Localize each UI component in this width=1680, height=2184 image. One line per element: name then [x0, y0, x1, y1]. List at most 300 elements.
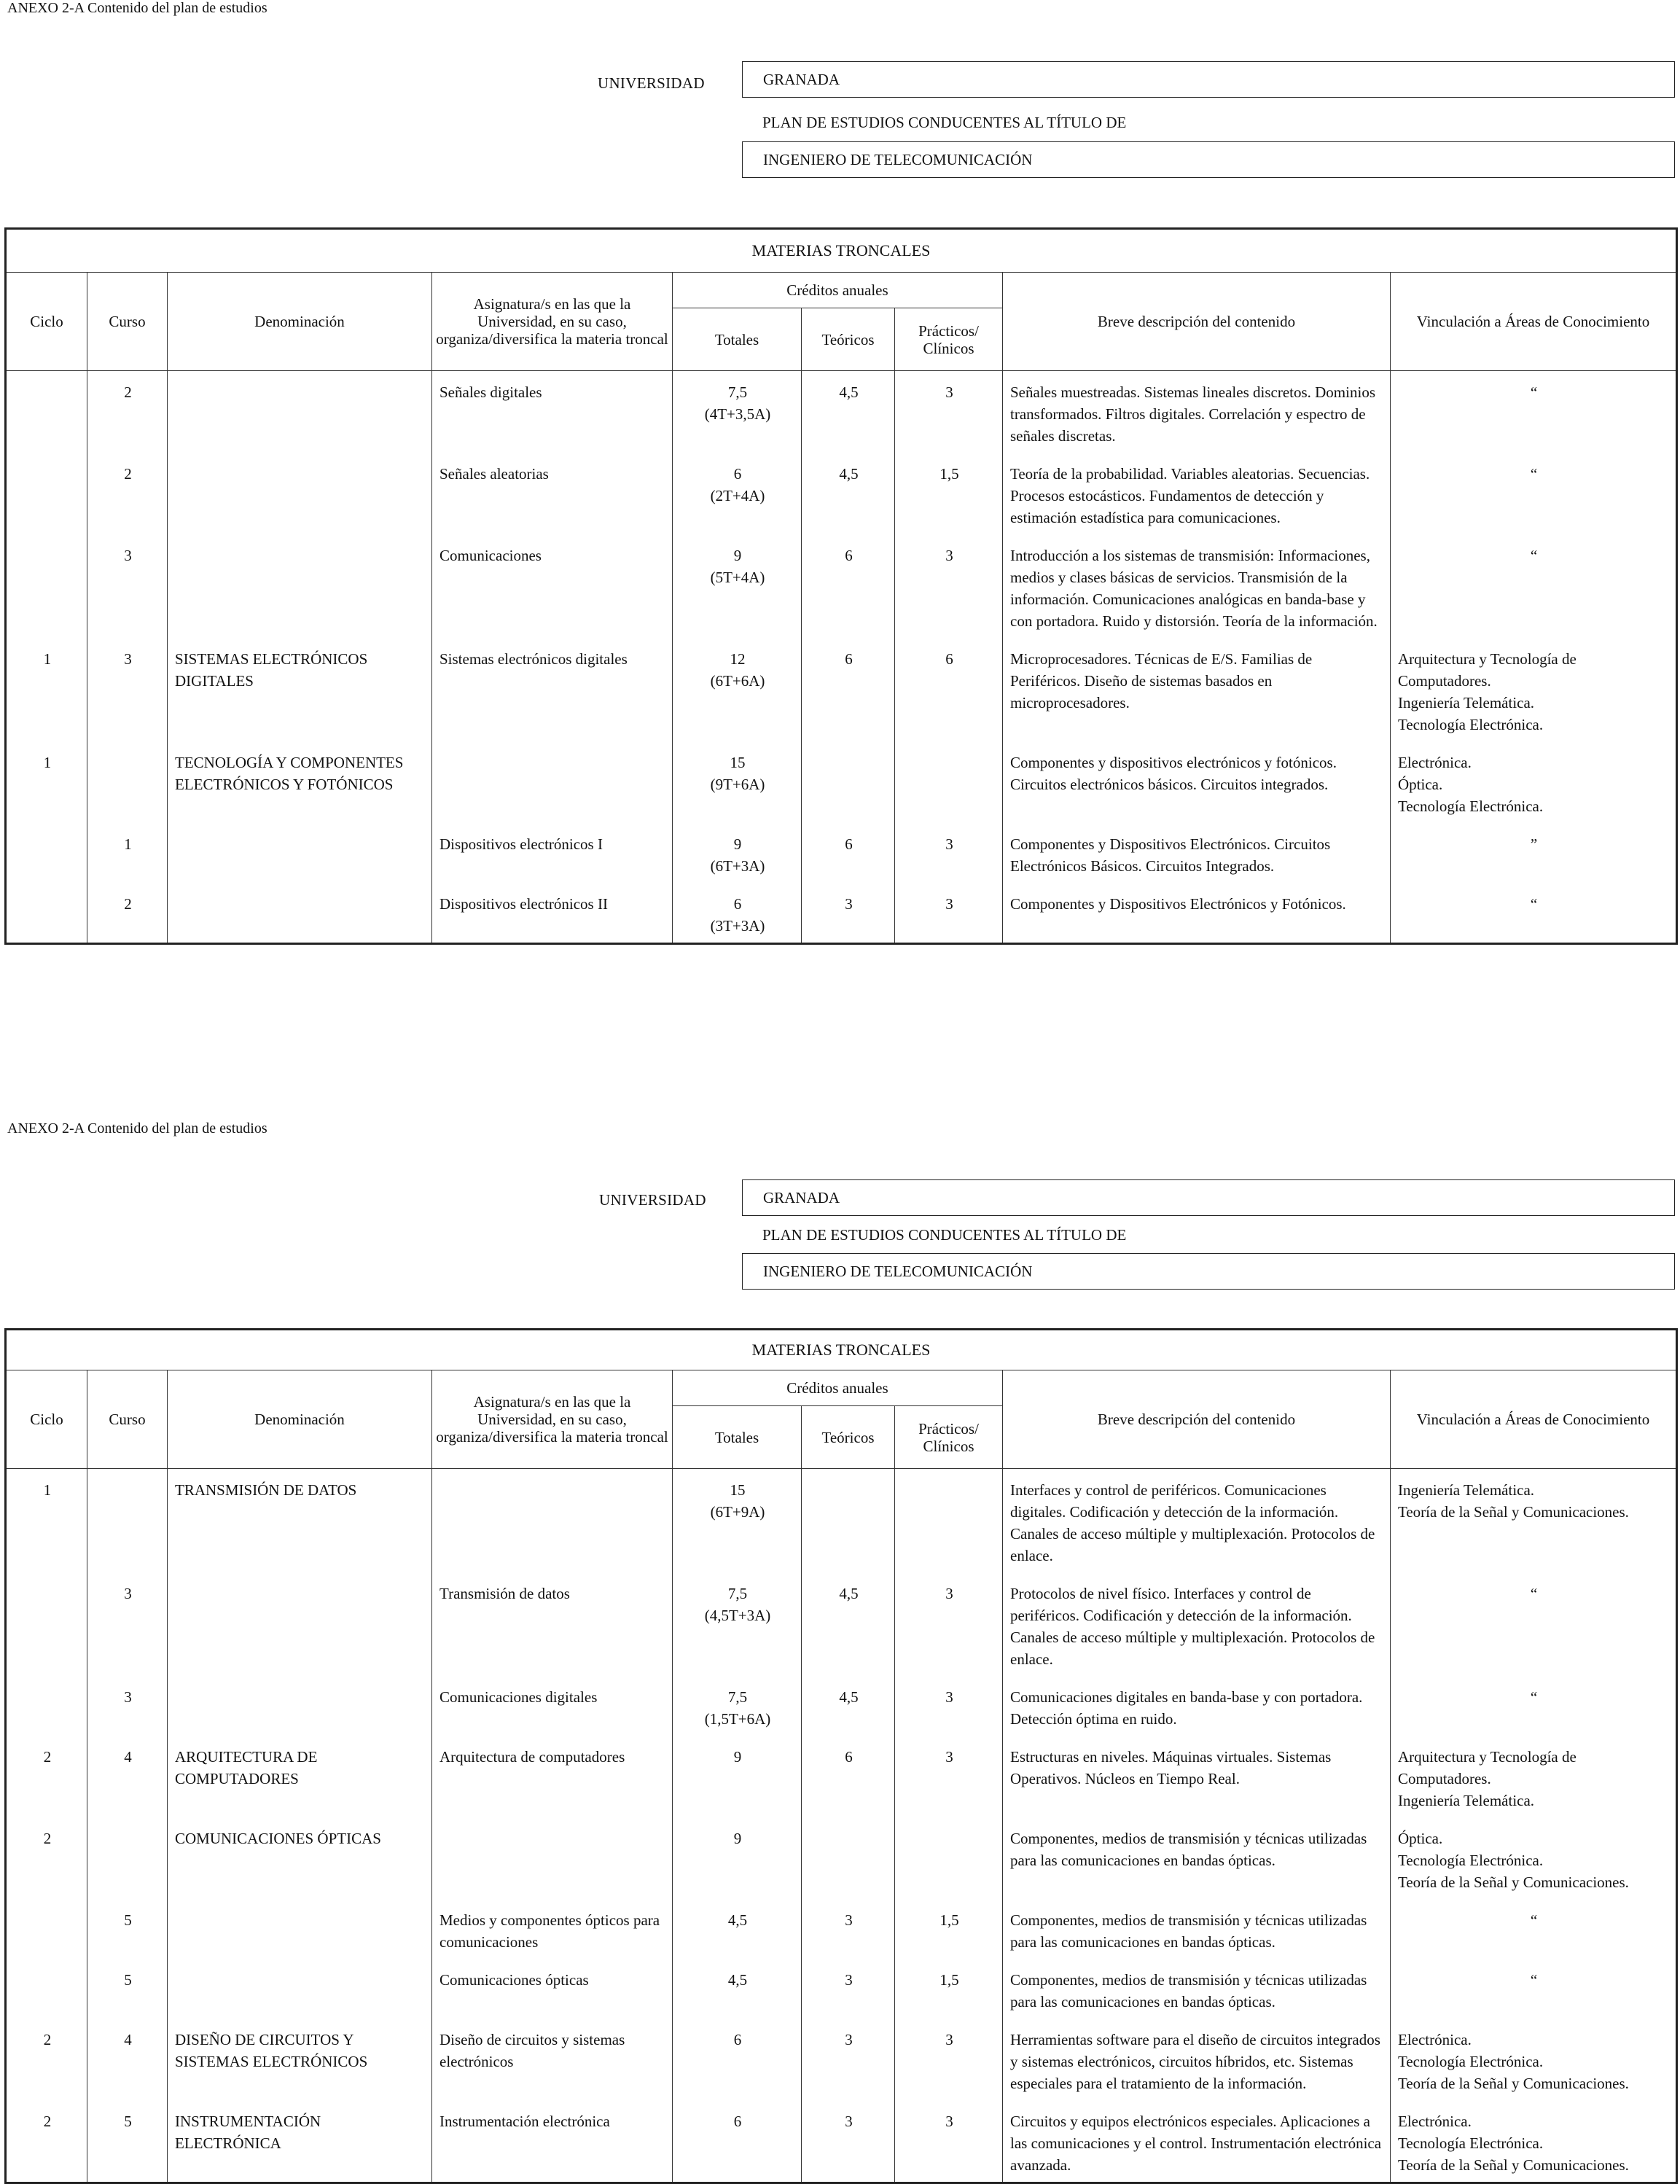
table-row — [6, 1676, 1677, 1736]
cell-teoricos-text: 4,5 — [839, 1688, 859, 1706]
cell-asignatura — [432, 1817, 673, 1899]
cell-totales-text: 9 — [733, 1748, 742, 1766]
cell-asignatura — [432, 2019, 673, 2100]
cell-totales-text: 6 (2T+4A) — [710, 465, 765, 504]
cell-totales — [673, 371, 802, 453]
cell-totales-text: 4,5 — [727, 1971, 748, 1989]
cell-descripcion — [1003, 1817, 1391, 1899]
cell-practicos — [895, 2019, 1003, 2100]
cell-totales — [673, 534, 802, 638]
table-row — [6, 534, 1677, 638]
cell-ciclo — [6, 638, 87, 741]
col-creditos: Créditos anuales — [673, 1370, 1003, 1406]
cell-denominacion-text: ARQUITECTURA DE COMPUTADORES — [175, 1748, 318, 1787]
cell-descripcion — [1003, 534, 1391, 638]
cell-practicos-text: 3 — [945, 547, 953, 564]
cell-curso-text: 3 — [124, 1688, 132, 1706]
cell-descripcion-text: Componentes, medios de transmisión y técnicas utilizadas para las comunicaciones en bandas ópticas. — [1010, 1971, 1367, 2011]
table-title: MATERIAS TRONCALES — [6, 1330, 1677, 1370]
cell-curso — [87, 1736, 168, 1817]
cell-vinculacion — [1391, 1899, 1677, 1959]
cell-ciclo-text: 1 — [43, 754, 52, 771]
cell-ciclo-text: 1 — [43, 650, 52, 668]
table-row — [6, 1572, 1677, 1676]
cell-totales — [673, 638, 802, 741]
plan-label: PLAN DE ESTUDIOS CONDUCENTES AL TÍTULO DE — [762, 114, 1127, 131]
col-practicos: Prácticos/ Clínicos — [895, 1406, 1003, 1469]
cell-practicos-text: 3 — [945, 1688, 953, 1706]
cell-asignatura — [432, 1676, 673, 1736]
cell-ciclo — [6, 1899, 87, 1959]
cell-curso-text: 3 — [124, 1585, 132, 1602]
cell-teoricos — [802, 453, 895, 534]
cell-descripcion-text: Herramientas software para el diseño de circuitos integrados y sistemas electrónicos, circuitos híbridos, etc. Sistemas especiales para el tratamiento de la información. — [1010, 2031, 1380, 2092]
cell-denominacion-text: COMUNICACIONES ÓPTICAS — [175, 1830, 381, 1847]
cell-ciclo — [6, 741, 87, 823]
cell-descripcion — [1003, 823, 1391, 883]
cell-asignatura — [432, 1736, 673, 1817]
cell-asignatura — [432, 1469, 673, 1573]
cell-vinculacion — [1391, 371, 1677, 453]
table-row — [6, 883, 1677, 944]
cell-curso — [87, 453, 168, 534]
table-row — [6, 741, 1677, 823]
cell-curso-text: 2 — [124, 895, 132, 913]
cell-totales-text: 6 (3T+3A) — [710, 895, 765, 935]
cell-totales — [673, 1676, 802, 1736]
cell-denominacion — [168, 2019, 432, 2100]
cell-teoricos — [802, 1959, 895, 2019]
cell-denominacion — [168, 1676, 432, 1736]
table-row — [6, 2019, 1677, 2100]
col-totales: Totales — [673, 308, 802, 371]
cell-curso — [87, 371, 168, 453]
col-curso: Curso — [87, 1370, 168, 1469]
cell-curso — [87, 1959, 168, 2019]
cell-vinculacion — [1391, 1676, 1677, 1736]
cell-totales-text: 7,5 (1,5T+6A) — [704, 1688, 771, 1728]
cell-practicos-text: 3 — [945, 835, 953, 853]
cell-vinculacion — [1391, 1959, 1677, 2019]
cell-curso — [87, 1817, 168, 1899]
cell-descripcion-text: Comunicaciones digitales en banda-base y con portadora. Detección óptima en ruido. — [1010, 1688, 1363, 1728]
cell-curso-text: 4 — [124, 2031, 132, 2048]
cell-teoricos-text: 3 — [845, 1971, 853, 1989]
cell-ciclo — [6, 823, 87, 883]
cell-totales — [673, 823, 802, 883]
cell-totales-text: 6 — [733, 2113, 742, 2130]
cell-curso-text: 2 — [124, 465, 132, 483]
cell-descripcion — [1003, 2100, 1391, 2183]
cell-vinculacion-text: “ — [1530, 1688, 1538, 1706]
cell-practicos — [895, 1572, 1003, 1676]
cell-descripcion — [1003, 638, 1391, 741]
cell-teoricos-text: 3 — [845, 2113, 853, 2130]
table-row — [6, 1736, 1677, 1817]
cell-vinculacion — [1391, 2100, 1677, 2183]
cell-denominacion-text: SISTEMAS ELECTRÓNICOS DIGITALES — [175, 650, 368, 690]
cell-practicos-text: 3 — [945, 383, 953, 401]
cell-teoricos — [802, 883, 895, 944]
cell-practicos — [895, 638, 1003, 741]
cell-asignatura-text: Señales aleatorias — [439, 465, 549, 483]
cell-denominacion — [168, 371, 432, 453]
cell-vinculacion-text: Arquitectura y Tecnología de Computadores. Ingeniería Telemática. — [1398, 1748, 1577, 1809]
cell-teoricos — [802, 371, 895, 453]
cell-vinculacion-text: “ — [1530, 383, 1538, 401]
cell-asignatura-text: Sistemas electrónicos digitales — [439, 650, 628, 668]
cell-totales-text: 6 — [733, 2031, 742, 2048]
cell-totales-text: 15 (9T+6A) — [710, 754, 765, 793]
cell-practicos-text: 3 — [945, 895, 953, 913]
col-vinculacion: Vinculación a Áreas de Conocimiento — [1391, 273, 1677, 371]
cell-totales-text: 9 — [733, 1830, 742, 1847]
cell-curso-text: 1 — [124, 835, 132, 853]
col-descripcion: Breve descripción del contenido — [1003, 273, 1391, 371]
cell-teoricos-text: 4,5 — [839, 383, 859, 401]
cell-descripcion — [1003, 453, 1391, 534]
cell-teoricos — [802, 638, 895, 741]
table-row — [6, 2100, 1677, 2183]
cell-descripcion-text: Circuitos y equipos electrónicos especiales. Aplicaciones a las comunicaciones y el control. Instrumentación electrónica avanzada. — [1010, 2113, 1382, 2174]
cell-curso — [87, 534, 168, 638]
cell-denominacion — [168, 1817, 432, 1899]
cell-totales-text: 9 (6T+3A) — [710, 835, 765, 875]
cell-descripcion — [1003, 2019, 1391, 2100]
cell-teoricos — [802, 1736, 895, 1817]
cell-curso-text: 4 — [124, 1748, 132, 1766]
cell-teoricos-text: 3 — [845, 895, 853, 913]
col-curso: Curso — [87, 273, 168, 371]
cell-descripcion — [1003, 1899, 1391, 1959]
cell-asignatura — [432, 2100, 673, 2183]
table-title: MATERIAS TRONCALES — [6, 229, 1677, 273]
materias-troncales-table-2 — [4, 1328, 1678, 2184]
cell-teoricos-text: 6 — [845, 835, 853, 853]
cell-practicos — [895, 741, 1003, 823]
col-practicos: Prácticos/ Clínicos — [895, 308, 1003, 371]
cell-practicos-text: 1,5 — [939, 1971, 959, 1989]
cell-descripcion-text: Protocolos de nivel físico. Interfaces y control de periféricos. Codificación y detección de la información. Canales de acceso múltiple y multiplexación. Protocolos de enlace. — [1010, 1585, 1375, 1668]
university-field: GRANADA — [742, 1179, 1675, 1216]
cell-totales — [673, 1899, 802, 1959]
cell-descripcion-text: Componentes, medios de transmisión y técnicas utilizadas para las comunicaciones en bandas ópticas. — [1010, 1911, 1367, 1951]
cell-totales — [673, 1469, 802, 1573]
cell-asignatura — [432, 823, 673, 883]
col-vinculacion: Vinculación a Áreas de Conocimiento — [1391, 1370, 1677, 1469]
cell-teoricos — [802, 823, 895, 883]
cell-vinculacion-text: “ — [1530, 1585, 1538, 1602]
cell-practicos — [895, 453, 1003, 534]
cell-teoricos — [802, 1676, 895, 1736]
cell-asignatura-text: Señales digitales — [439, 383, 542, 401]
cell-descripcion-text: Microprocesadores. Técnicas de E/S. Familias de Periféricos. Diseño de sistemas basados en microprocesadores. — [1010, 650, 1313, 711]
cell-denominacion — [168, 2100, 432, 2183]
cell-ciclo — [6, 1469, 87, 1573]
cell-curso-text: 5 — [124, 2113, 132, 2130]
cell-curso — [87, 1572, 168, 1676]
cell-totales — [673, 883, 802, 944]
cell-vinculacion-text: “ — [1530, 895, 1538, 913]
cell-practicos — [895, 823, 1003, 883]
cell-vinculacion — [1391, 741, 1677, 823]
cell-practicos-text: 1,5 — [939, 1911, 959, 1929]
cell-vinculacion-text: ” — [1530, 835, 1538, 853]
cell-practicos — [895, 1959, 1003, 2019]
cell-descripcion — [1003, 741, 1391, 823]
cell-vinculacion — [1391, 2019, 1677, 2100]
cell-vinculacion-text: “ — [1530, 1971, 1538, 1989]
cell-denominacion — [168, 1959, 432, 2019]
cell-vinculacion — [1391, 1469, 1677, 1573]
cell-teoricos — [802, 1572, 895, 1676]
cell-denominacion — [168, 534, 432, 638]
cell-denominacion-text: DISEÑO DE CIRCUITOS Y SISTEMAS ELECTRÓNICOS — [175, 2031, 368, 2070]
cell-ciclo-text: 1 — [43, 1481, 52, 1499]
cell-ciclo — [6, 1572, 87, 1676]
cell-ciclo — [6, 371, 87, 453]
cell-practicos — [895, 1469, 1003, 1573]
col-ciclo: Ciclo — [6, 1370, 87, 1469]
cell-vinculacion — [1391, 534, 1677, 638]
cell-vinculacion — [1391, 1736, 1677, 1817]
cell-asignatura — [432, 1572, 673, 1676]
cell-vinculacion-text: “ — [1530, 1911, 1538, 1929]
cell-totales-text: 15 (6T+9A) — [710, 1481, 765, 1521]
cell-vinculacion-text: Ingeniería Telemática. Teoría de la Señal y Comunicaciones. — [1398, 1481, 1629, 1521]
cell-curso — [87, 823, 168, 883]
table-body-2 — [6, 1469, 1677, 2183]
degree-title-field: INGENIERO DE TELECOMUNICACIÓN — [742, 141, 1675, 178]
cell-descripcion — [1003, 883, 1391, 944]
cell-practicos-text: 3 — [945, 2031, 953, 2048]
cell-vinculacion-text: “ — [1530, 465, 1538, 483]
cell-practicos-text: 3 — [945, 1585, 953, 1602]
table-row — [6, 1469, 1677, 1573]
cell-totales — [673, 1736, 802, 1817]
cell-denominacion-text: TECNOLOGÍA Y COMPONENTES ELECTRÓNICOS Y FOTÓNICOS — [175, 754, 404, 793]
col-teoricos: Teóricos — [802, 1406, 895, 1469]
col-creditos: Créditos anuales — [673, 273, 1003, 308]
cell-descripcion-text: Señales muestreadas. Sistemas lineales discretos. Dominios transformados. Filtros digitales. Correlación y espectro de señales discretas. — [1010, 383, 1375, 445]
cell-practicos — [895, 534, 1003, 638]
cell-denominacion — [168, 1469, 432, 1573]
university-field: GRANADA — [742, 61, 1675, 98]
cell-teoricos-text: 4,5 — [839, 465, 859, 483]
cell-totales-text: 4,5 — [727, 1911, 748, 1929]
cell-descripcion — [1003, 371, 1391, 453]
cell-ciclo-text: 2 — [43, 2031, 52, 2048]
cell-descripcion-text: Interfaces y control de periféricos. Comunicaciones digitales. Codificación y detección de la información. Canales de acceso múltiple y multiplexación. Protocolos de enlace. — [1010, 1481, 1375, 1564]
cell-descripcion — [1003, 1676, 1391, 1736]
table-row — [6, 371, 1677, 453]
cell-descripcion-text: Componentes y dispositivos electrónicos y fotónicos. Circuitos electrónicos básicos. Circuitos integrados. — [1010, 754, 1337, 793]
cell-curso-text: 5 — [124, 1911, 132, 1929]
cell-vinculacion — [1391, 883, 1677, 944]
cell-descripcion — [1003, 1959, 1391, 2019]
cell-practicos — [895, 1736, 1003, 1817]
cell-teoricos-text: 6 — [845, 650, 853, 668]
cell-vinculacion-text: Electrónica. Tecnología Electrónica. Teoría de la Señal y Comunicaciones. — [1398, 2031, 1629, 2092]
cell-vinculacion-text: Arquitectura y Tecnología de Computadores. Ingeniería Telemática. Tecnología Electrónica. — [1398, 650, 1577, 733]
cell-denominacion — [168, 1736, 432, 1817]
cell-asignatura — [432, 534, 673, 638]
cell-vinculacion — [1391, 823, 1677, 883]
cell-vinculacion-text: “ — [1530, 547, 1538, 564]
cell-descripcion-text: Componentes y Dispositivos Electrónicos y Fotónicos. — [1010, 895, 1346, 913]
cell-teoricos-text: 6 — [845, 1748, 853, 1766]
col-denominacion: Denominación — [168, 273, 432, 371]
cell-practicos — [895, 2100, 1003, 2183]
materias-troncales-table-1 — [4, 227, 1678, 945]
cell-practicos — [895, 1676, 1003, 1736]
cell-ciclo-text: 2 — [43, 1748, 52, 1766]
cell-curso-text: 2 — [124, 383, 132, 401]
cell-totales-text: 7,5 (4T+3,5A) — [704, 383, 771, 423]
col-totales: Totales — [673, 1406, 802, 1469]
cell-descripcion-text: Introducción a los sistemas de transmisión: Informaciones, medios y clases básicas de servicios. Transmisión de la información. Comunicaciones analógicas en banda-base y con portadora. Ruido y distorsión. Teoría de la información. — [1010, 547, 1378, 630]
col-denominacion: Denominación — [168, 1370, 432, 1469]
cell-curso — [87, 1899, 168, 1959]
cell-teoricos — [802, 1469, 895, 1573]
cell-denominacion — [168, 883, 432, 944]
table-row — [6, 453, 1677, 534]
cell-ciclo — [6, 1676, 87, 1736]
cell-ciclo-text: 2 — [43, 2113, 52, 2130]
cell-vinculacion — [1391, 638, 1677, 741]
cell-teoricos-text: 3 — [845, 2031, 853, 2048]
col-descripcion: Breve descripción del contenido — [1003, 1370, 1391, 1469]
cell-teoricos — [802, 2019, 895, 2100]
degree-title-field: INGENIERO DE TELECOMUNICACIÓN — [742, 1253, 1675, 1290]
cell-totales — [673, 453, 802, 534]
annex-label: ANEXO 2-A Contenido del plan de estudios — [7, 1120, 267, 1136]
cell-curso — [87, 1676, 168, 1736]
cell-ciclo — [6, 1736, 87, 1817]
cell-curso — [87, 1469, 168, 1573]
cell-totales-text: 12 (6T+6A) — [710, 650, 765, 690]
university-label: UNIVERSIDAD — [598, 74, 705, 92]
cell-asignatura — [432, 371, 673, 453]
cell-practicos — [895, 883, 1003, 944]
cell-practicos-text: 6 — [945, 650, 953, 668]
cell-asignatura-text: Comunicaciones — [439, 547, 542, 564]
cell-vinculacion — [1391, 1817, 1677, 1899]
cell-practicos-text: 1,5 — [939, 465, 959, 483]
col-ciclo: Ciclo — [6, 273, 87, 371]
cell-asignatura-text: Transmisión de datos — [439, 1585, 570, 1602]
cell-asignatura — [432, 1959, 673, 2019]
table-row — [6, 638, 1677, 741]
plan-label: PLAN DE ESTUDIOS CONDUCENTES AL TÍTULO DE — [762, 1226, 1127, 1244]
cell-asignatura-text: Dispositivos electrónicos I — [439, 835, 603, 853]
cell-teoricos-text: 3 — [845, 1911, 853, 1929]
cell-totales-text: 7,5 (4,5T+3A) — [704, 1585, 771, 1624]
cell-totales-text: 9 (5T+4A) — [710, 547, 765, 586]
cell-asignatura-text: Instrumentación electrónica — [439, 2113, 610, 2130]
cell-asignatura-text: Dispositivos electrónicos II — [439, 895, 608, 913]
cell-ciclo — [6, 534, 87, 638]
table-body-1 — [6, 371, 1677, 944]
table-row — [6, 1899, 1677, 1959]
cell-asignatura-text: Arquitectura de computadores — [439, 1748, 625, 1766]
university-label: UNIVERSIDAD — [599, 1191, 706, 1209]
cell-vinculacion-text: Electrónica. Óptica. Tecnología Electrónica. — [1398, 754, 1544, 815]
col-asignatura: Asignatura/s en las que la Universidad, en su caso, organiza/diversifica la materia troncal — [432, 1370, 673, 1469]
cell-vinculacion — [1391, 1572, 1677, 1676]
cell-practicos-text: 3 — [945, 1748, 953, 1766]
cell-descripcion-text: Componentes y Dispositivos Electrónicos. Circuitos Electrónicos Básicos. Circuitos Integrados. — [1010, 835, 1331, 875]
table-row — [6, 1817, 1677, 1899]
cell-curso — [87, 883, 168, 944]
cell-teoricos — [802, 2100, 895, 2183]
cell-ciclo — [6, 883, 87, 944]
cell-denominacion — [168, 638, 432, 741]
cell-practicos — [895, 1817, 1003, 1899]
cell-asignatura-text: Medios y componentes ópticos para comunicaciones — [439, 1911, 660, 1951]
cell-curso — [87, 2019, 168, 2100]
cell-teoricos — [802, 1817, 895, 1899]
cell-teoricos — [802, 1899, 895, 1959]
cell-denominacion — [168, 823, 432, 883]
cell-teoricos-text: 4,5 — [839, 1585, 859, 1602]
cell-curso — [87, 741, 168, 823]
cell-denominacion — [168, 453, 432, 534]
cell-descripcion — [1003, 1469, 1391, 1573]
cell-descripcion — [1003, 1572, 1391, 1676]
cell-descripcion-text: Componentes, medios de transmisión y técnicas utilizadas para las comunicaciones en bandas ópticas. — [1010, 1830, 1367, 1869]
annex-label: ANEXO 2-A Contenido del plan de estudios — [7, 0, 267, 16]
cell-denominacion — [168, 1899, 432, 1959]
cell-ciclo — [6, 1959, 87, 2019]
cell-totales — [673, 1572, 802, 1676]
col-asignatura: Asignatura/s en las que la Universidad, en su caso, organiza/diversifica la materia troncal — [432, 273, 673, 371]
cell-practicos — [895, 371, 1003, 453]
cell-denominacion-text: INSTRUMENTACIÓN ELECTRÓNICA — [175, 2113, 321, 2152]
cell-asignatura-text: Diseño de circuitos y sistemas electrónicos — [439, 2031, 625, 2070]
cell-asignatura — [432, 741, 673, 823]
cell-curso-text: 3 — [124, 547, 132, 564]
cell-vinculacion — [1391, 453, 1677, 534]
cell-ciclo — [6, 2100, 87, 2183]
cell-asignatura-text: Comunicaciones ópticas — [439, 1971, 589, 1989]
cell-teoricos — [802, 741, 895, 823]
cell-totales — [673, 1959, 802, 2019]
cell-asignatura — [432, 1899, 673, 1959]
cell-ciclo-text: 2 — [43, 1830, 52, 1847]
cell-teoricos-text: 6 — [845, 547, 853, 564]
cell-asignatura — [432, 453, 673, 534]
cell-asignatura — [432, 638, 673, 741]
cell-teoricos — [802, 534, 895, 638]
cell-denominacion — [168, 1572, 432, 1676]
cell-ciclo — [6, 1817, 87, 1899]
cell-denominacion — [168, 741, 432, 823]
cell-totales — [673, 2019, 802, 2100]
cell-totales — [673, 1817, 802, 1899]
cell-totales — [673, 741, 802, 823]
cell-vinculacion-text: Óptica. Tecnología Electrónica. Teoría de la Señal y Comunicaciones. — [1398, 1830, 1629, 1891]
table-row — [6, 1959, 1677, 2019]
cell-descripcion-text: Teoría de la probabilidad. Variables aleatorias. Secuencias. Procesos estocásticos. Fundamentos de detección y estimación estadística para comunicaciones. — [1010, 465, 1370, 526]
cell-descripcion-text: Estructuras en niveles. Máquinas virtuales. Sistemas Operativos. Núcleos en Tiempo Real. — [1010, 1748, 1332, 1787]
cell-practicos — [895, 1899, 1003, 1959]
cell-ciclo — [6, 453, 87, 534]
table-row — [6, 823, 1677, 883]
col-teoricos: Teóricos — [802, 308, 895, 371]
cell-vinculacion-text: Electrónica. Tecnología Electrónica. Teoría de la Señal y Comunicaciones. — [1398, 2113, 1629, 2174]
cell-descripcion — [1003, 1736, 1391, 1817]
